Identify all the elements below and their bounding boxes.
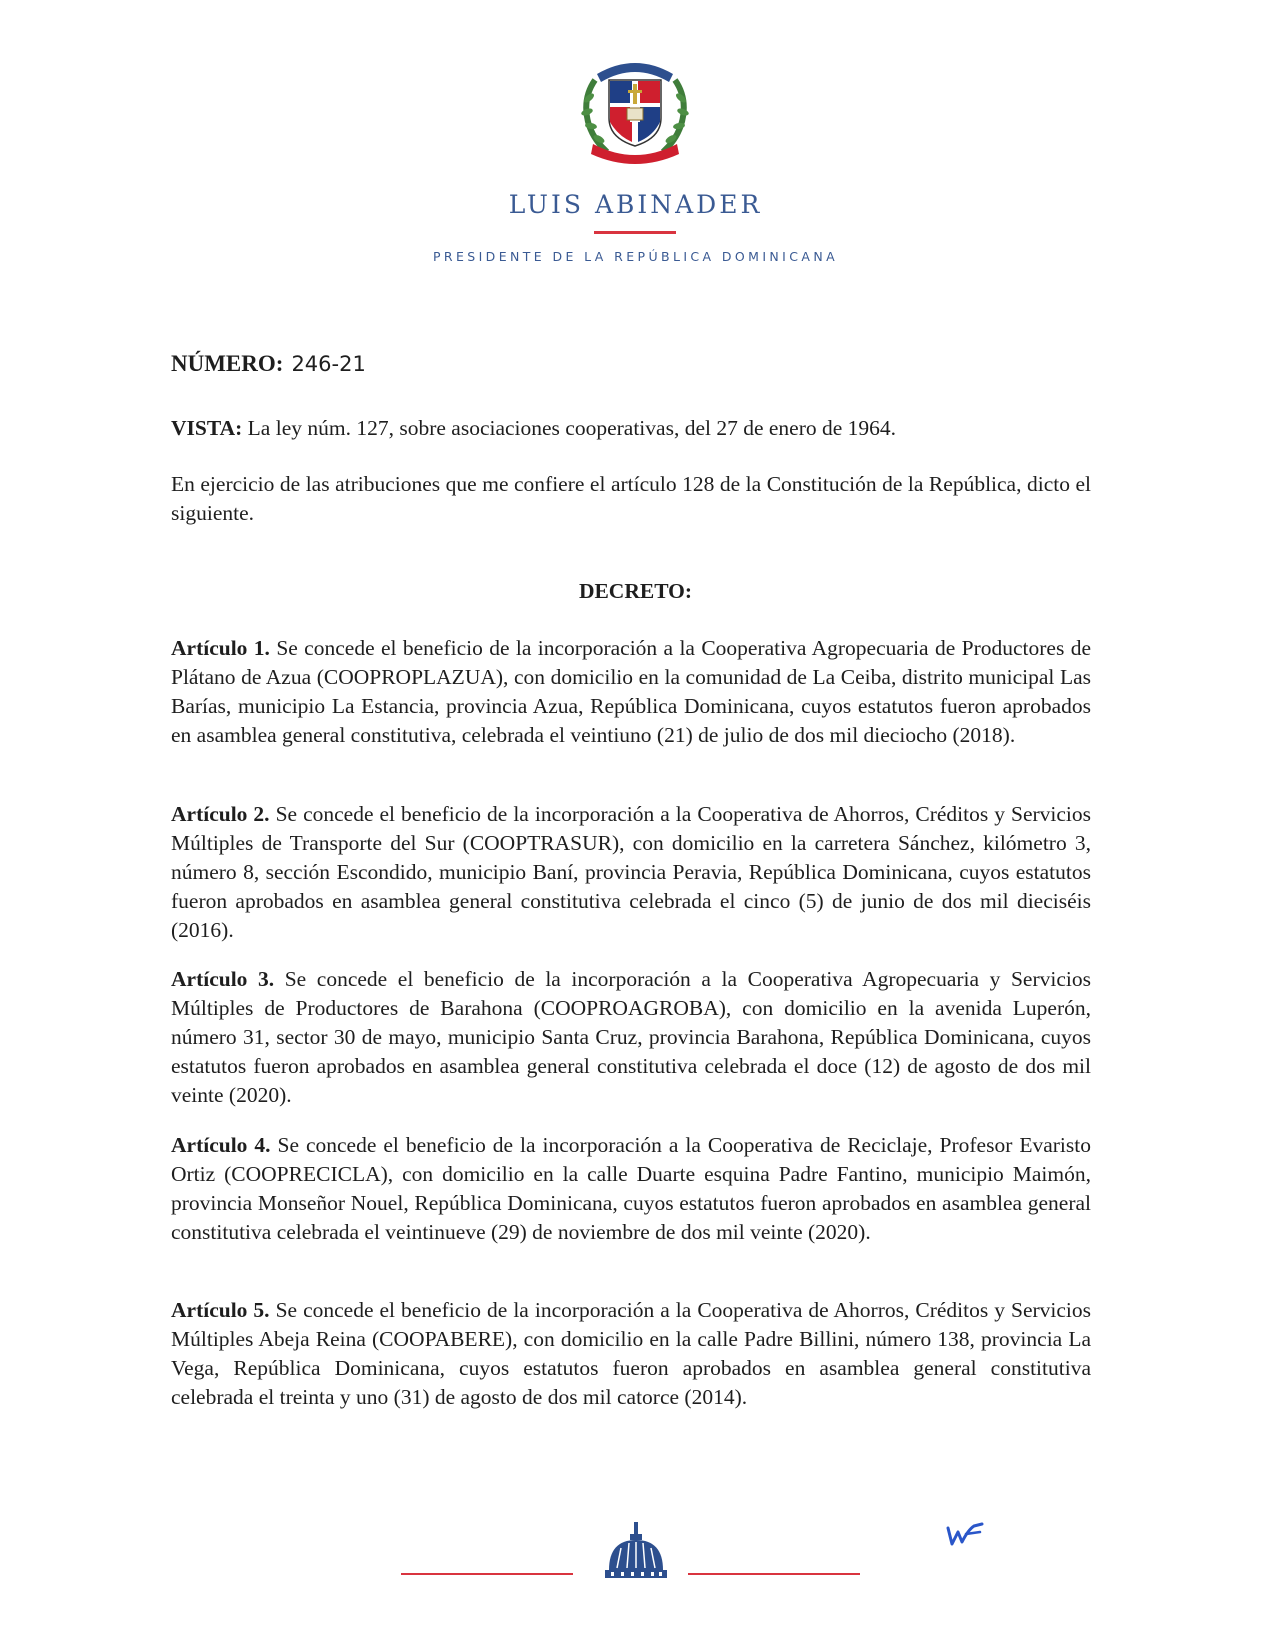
palace-dome-icon [601,1520,671,1582]
article-text: Se concede el beneficio de la incorporación a la Cooperativa de Reciclaje, Profesor Evaristo Ortiz (COOPRECICLA), con domicilio en la calle Duarte esquina Padre Fantino, municipio Maimón, provincia Monseñor Nouel, República Dominicana, cuyos estatutos fueron aprobados en asamblea general constitutiva celebrada el veintinueve (29) de noviembre de dos mil veinte (2020). [171,1133,1091,1244]
footer-divider-right [688,1573,860,1575]
vista-text: La ley núm. 127, sobre asociaciones cooperativas, del 27 de enero de 1964. [247,416,897,440]
article-3 [171,965,1091,1110]
article-text: Se concede el beneficio de la incorporación a la Cooperativa de Ahorros, Créditos y Servicios Múltiples de Transporte del Sur (COOPTRASUR), con domicilio en la carretera Sánchez, kilómetro 3, número 8, sección Escondido, municipio Baní, provincia Peravia, República Dominicana, cuyos estatutos fueron aprobados en asamblea general constitutiva celebrada el cinco (5) de junio de dos mil dieciséis (2016). [171,802,1091,942]
article-2 [171,800,1091,945]
preamble-paragraph: En ejercicio de las atribuciones que me confiere el artículo 128 de la Constitución de la República, dicto el siguiente. [171,472,1091,525]
article-5 [171,1296,1091,1412]
vista-label: VISTA: [171,416,243,440]
decree-number-label: NÚMERO: [171,351,284,376]
vista-paragraph [171,414,1091,443]
article-label: Artículo 2. [171,802,270,826]
decree-number [171,351,366,377]
president-name: LUIS ABINADER [508,190,763,219]
article-text: Se concede el beneficio de la incorporación a la Cooperativa de Ahorros, Créditos y Servicios Múltiples Abeja Reina (COOPABERE), con domicilio en la calle Padre Billini, número 138, provincia La Vega, República Dominicana, cuyos estatutos fueron aprobados en asamblea general constitutiva celebrada el treinta y uno (31) de agosto de dos mil catorce (2014). [171,1298,1091,1409]
article-text: Se concede el beneficio de la incorporación a la Cooperativa Agropecuaria y Servicios Múltiples de Productores de Barahona (COOPROAGROBA), con domicilio en la avenida Luperón, número 31, sector 30 de mayo, municipio Santa Cruz, provincia Barahona, República Dominicana, cuyos estatutos fueron aprobados en asamblea general constitutiva celebrada el doce (12) de agosto de dos mil veinte (2020). [171,967,1091,1107]
name-divider [594,231,676,234]
article-text: Se concede el beneficio de la incorporación a la Cooperativa Agropecuaria de Productores de Plátano de Azua (COOPROPLAZUA), con domicilio en la comunidad de La Ceiba, distrito municipal Las Barías, municipio La Estancia, provincia Azua, República Dominicana, cuyos estatutos fueron aprobados en asamblea general constitutiva, celebrada el veintiuno (21) de julio de dos mil dieciocho (2018). [171,636,1091,747]
article-label: Artículo 3. [171,967,275,991]
footer-divider-left [401,1573,573,1575]
president-title: PRESIDENTE DE LA REPÚBLICA DOMINICANA [432,249,839,264]
decree-heading: DECRETO: [578,579,693,603]
handwritten-initials-icon [944,1520,986,1550]
article-1 [171,634,1091,750]
coat-of-arms-icon [573,50,697,170]
article-label: Artículo 1. [171,636,270,660]
article-label: Artículo 5. [171,1298,270,1322]
article-4 [171,1131,1091,1247]
article-label: Artículo 4. [171,1133,271,1157]
decree-number-value: 246-21 [291,352,366,376]
